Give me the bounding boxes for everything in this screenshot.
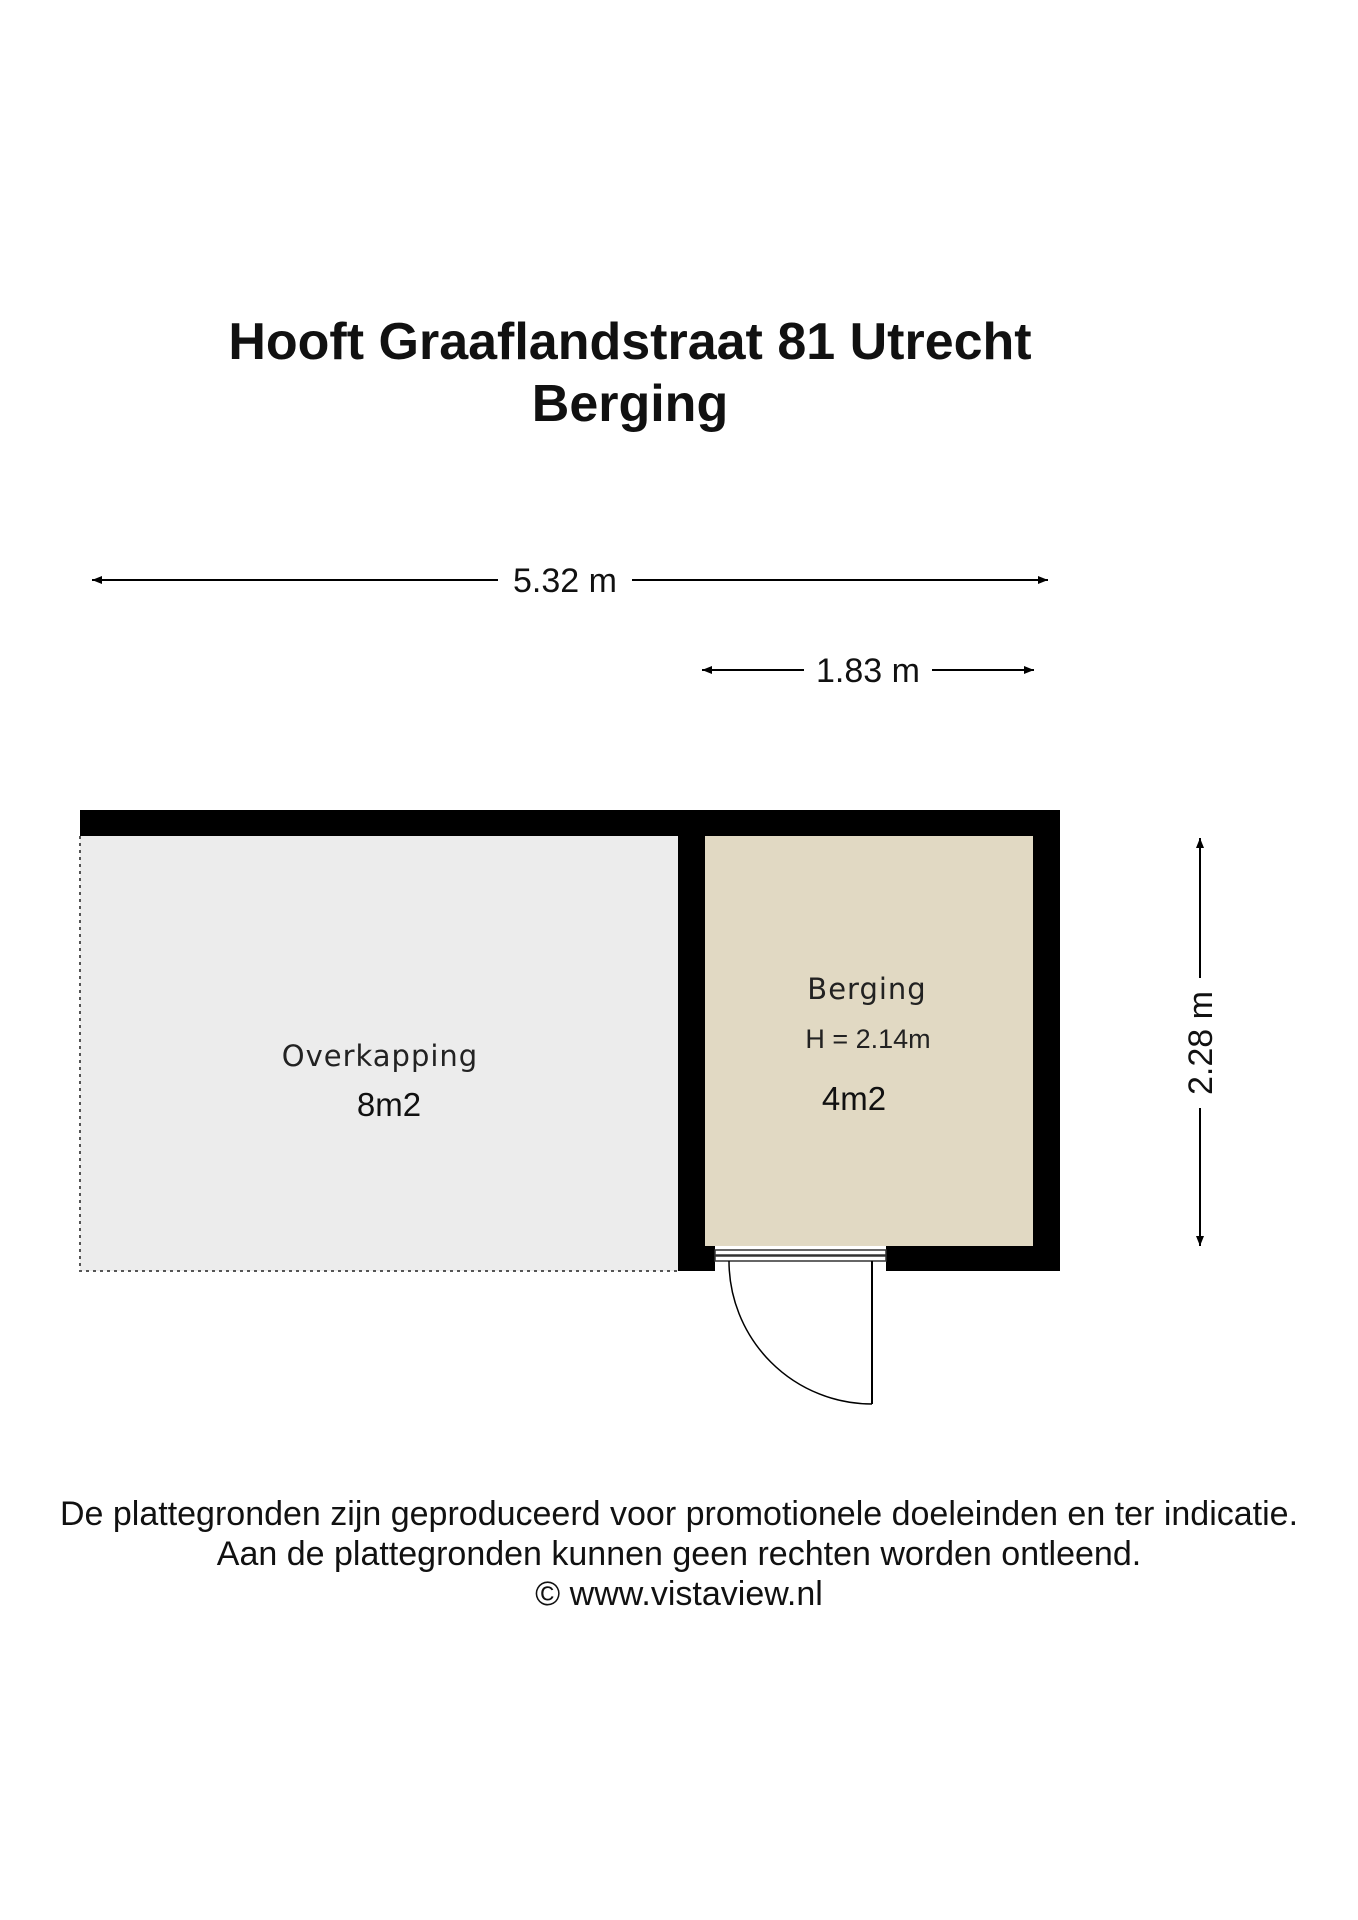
disclaimer-line-1: De plattegronden zijn geproduceerd voor promotionele doeleinden en ter indicatie. [59,1495,1299,1533]
wall-divider [678,836,705,1271]
dimension-depth [1182,838,1220,1246]
dimension-berging-width-label: 1.83 m [816,652,920,690]
dimension-berging-width [702,652,1034,690]
door-frame [715,1256,886,1261]
wall-bottom-left-stub [705,1246,715,1271]
door-swing-arc [729,1261,872,1404]
wall-bottom-right [886,1246,1060,1271]
plan-title-floor: Berging [531,375,729,433]
dimension-depth-label: 2.28 m [1182,991,1220,1095]
room-overkapping-area: 8m2 [356,1086,422,1123]
dimension-total-width [92,562,1048,600]
wall-top [80,810,1060,836]
room-berging-height: H = 2.14m [805,1024,931,1054]
plan-title-address: Hooft Graaflandstraat 81 Utrecht [228,313,1032,371]
disclaimer-line-2: Aan de plattegronden kunnen geen rechten worden ontleend. [216,1535,1142,1573]
dimension-total-width-label: 5.32 m [513,562,617,600]
room-berging-area: 4m2 [821,1080,887,1117]
door [715,1250,886,1404]
room-overkapping-name: Overkapping [281,1039,479,1073]
copyright-line: © www.vistaview.nl [535,1575,823,1613]
door-threshold [715,1250,886,1255]
wall-right [1033,836,1060,1271]
room-berging-name: Berging [807,972,927,1006]
